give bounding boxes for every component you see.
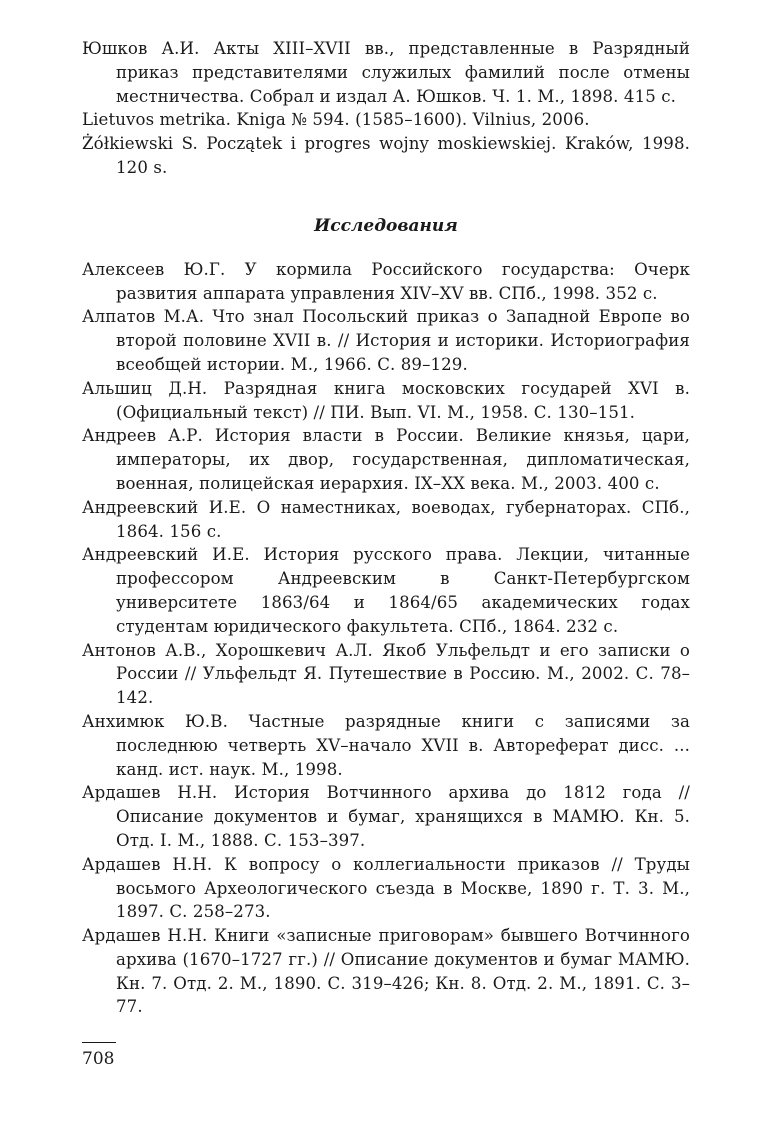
bibliography-entry: Юшков А.И. Акты XIII–XVII вв., представленные в Разрядный приказ представителями служилых фамилий после отмены местничества. Собрал и издал А. Юшков. Ч. 1. М., 1898. 415 с.	[82, 39, 690, 106]
bibliography-entry: Lietuvos metrika. Kniga № 594. (1585–1600). Vilnius, 2006.	[82, 110, 590, 130]
bibliography-entry: Żółkiewski S. Początek i progres wojny moskiewskiej. Kraków, 1998. 120 s.	[82, 134, 690, 177]
bibliography-entry: Андреевский И.Е. История русского права. Лекции, читанные профессором Андреевским в Санкт-Петербургском университете 1863/64 и 1864/65 академических годах студентам юридического факультета. СПб., 1864. 232 с.	[82, 545, 690, 636]
bibliography-entry: Андреевский И.Е. О наместниках, воеводах, губернаторах. СПб., 1864. 156 с.	[82, 497, 690, 541]
bibliography-entry: Ардашев Н.Н. Книги «записные приговорам» бывшего Вотчинного архива (1670–1727 гг.) // Описание документов и бумаг МАМЮ. Кн. 7. Отд. 2. М., 1890. С. 319–426; Кн. 8. Отд. 2. М., 1891. С. 3–77.	[82, 926, 690, 1017]
section-heading: Исследования	[314, 215, 458, 236]
bibliography	[82, 37, 690, 1019]
bibliography-entry: Ардашев Н.Н. К вопросу о коллегиальности приказов // Труды восьмого Археологического съезда в Москве, 1890 г. Т. 3. М., 1897. С. 258–273.	[82, 854, 690, 922]
footer-divider	[82, 1042, 116, 1043]
bibliography-entry: Анхимюк Ю.В. Частные разрядные книги с записями за последнюю четверть XV–начало XVII в. Автореферат дисс. ... канд. ист. наук. М., 1998.	[82, 711, 690, 779]
bibliography-entry: Алпатов М.А. Что знал Посольский приказ о Западной Европе во второй половине XVII в. // История и историки. Историография всеобщей истории. М., 1966. С. 89–129.	[82, 307, 690, 374]
page-number: 708	[82, 1049, 115, 1069]
bibliography-entry: Антонов А.В., Хорошкевич А.Л. Якоб Ульфельдт и его записки о России // Ульфельдт Я. Путешествие в Россию. М., 2002. С. 78–142.	[82, 640, 690, 708]
bibliography-entry: Альшиц Д.Н. Разрядная книга московских государей XVI в. (Официальный текст) // ПИ. Вып. VI. М., 1958. С. 130–151.	[82, 378, 690, 422]
bibliography-entry: Андреев А.Р. История власти в России. Великие князья, цари, императоры, их двор, государственная, дипломатическая, военная, полицейская иерархия. IX–XX века. М., 2003. 400 с.	[82, 426, 690, 493]
bibliography-entry: Ардашев Н.Н. История Вотчинного архива до 1812 года // Описание документов и бумаг, хранящихся в МАМЮ. Кн. 5. Отд. I. М., 1888. С. 153–397.	[82, 783, 690, 850]
bibliography-entry: Алексеев Ю.Г. У кормила Российского государства: Очерк развития аппарата управления XIV–XV вв. СПб., 1998. 352 с.	[82, 259, 690, 303]
